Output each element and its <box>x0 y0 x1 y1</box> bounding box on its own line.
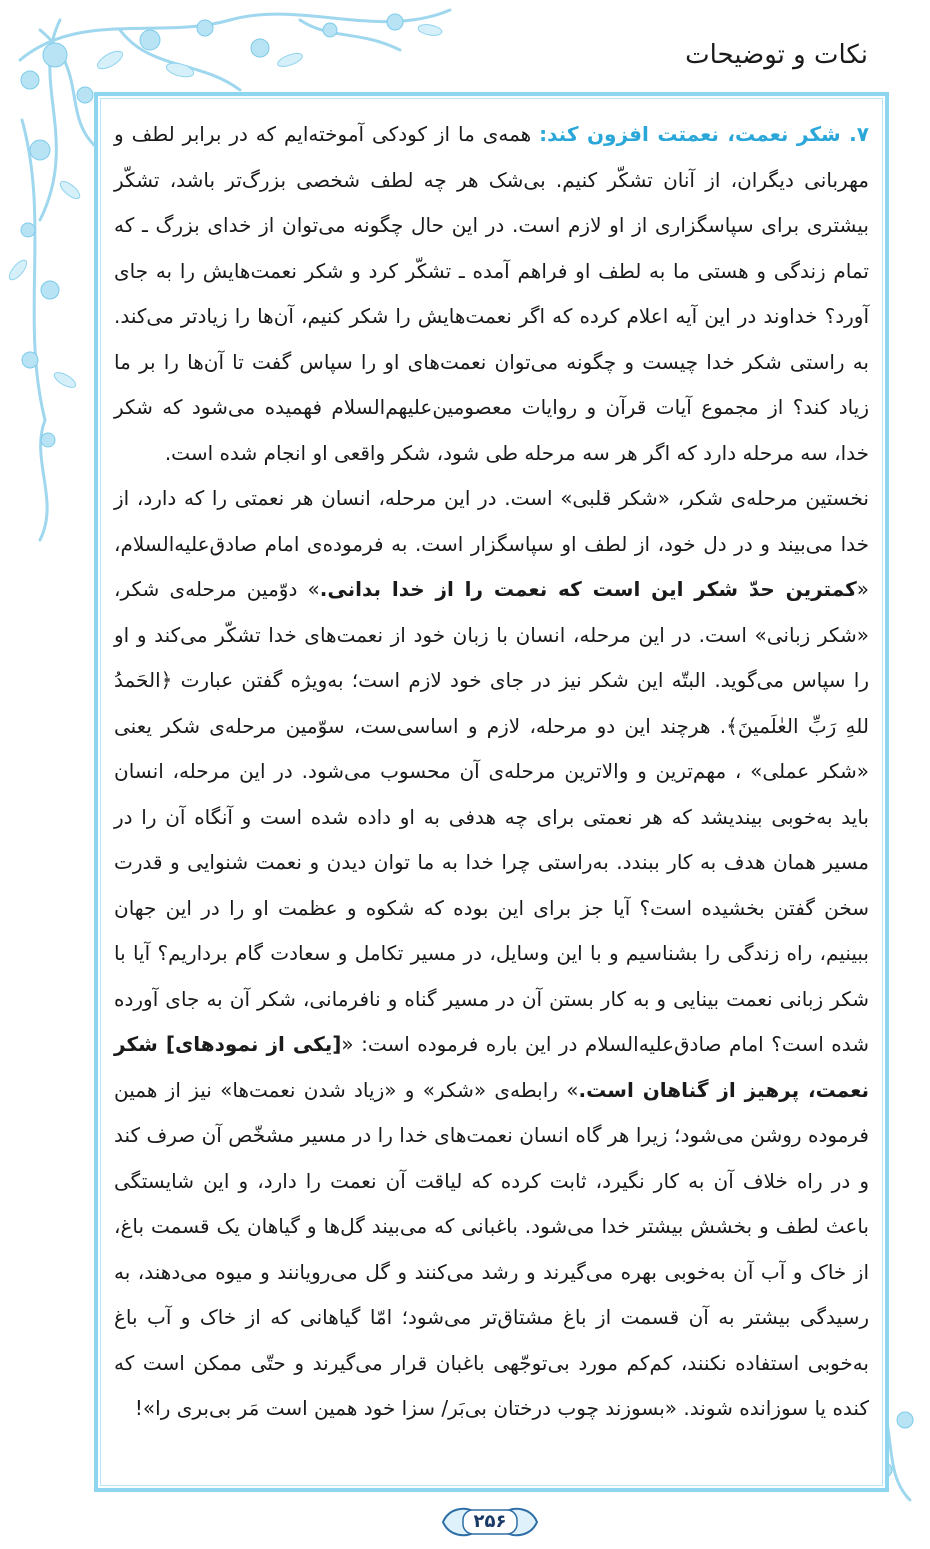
page-number: ۲۵۶ <box>473 1511 507 1532</box>
paragraph-1 <box>114 112 869 476</box>
paragraph-text: » دوّمین مرحله‌ی شکر، «شکر زبانی» است. در این مرحله، انسان با زبان خود از نعمت‌های خدا تشکّر می‌کند و او را سپاس می‌گوید. البتّه این شکر نیز در جای خود لازم است؛ به‌ویژه گفتن عبارت ﴿الحَمدُ للهِ رَبِّ العٰلَمینَ﴾. هرچند این دو مرحله، لازم و اساسی‌ست، سوّمین مرحله‌ی شکر یعنی «شکر عملی» ، مهم‌ترین و والاترین مرحله‌ی آن محسوب می‌شود. در این مرحله، انسان باید به‌خوبی بیندیشد که هر نعمتی برای چه هدفی به او داده شده است و آنگاه آن را در مسیر همان هدف به کار ببندد. به‌راستی چرا خدا به ما توان دیدن و نعمت شنوایی و قدرت سخن گفتن بخشیده است؟ آیا جز برای این بوده که شکوه و عظمت او را در این جهان ببینیم، راه زندگی را بشناسیم و با این وسایل، در مسیر تکامل و سعادت گام برداریم؟ آیا با شکر زبانی نعمت بینایی و به کار بستن آن در مسیر گناه و نافرمانی، شکر آن به جای آورده شده است؟ امام صادق‌علیه‌السلام در این باره فرموده است: « <box>114 577 869 1056</box>
hadith-quote: [یکی از نمودهای] شکر نعمت، پرهیز از گناهان است. <box>114 1032 870 1102</box>
section-title: نکات و توضیحات <box>685 40 868 70</box>
paragraph-2 <box>114 476 869 1432</box>
paragraph-text: » رابطه‌ی «شکر» و «زیاد شدن نعمت‌ها» نیز از همین فرموده روشن می‌شود؛ زیرا هر گاه انسان نعمت‌های خدا را در مسیر مشخّص آن صرف کند و در راه خلاف آن به کار نگیرد، ثابت کرده که لیاقت آن نعمت را دارد، و این شایستگی باعث لطف و بخشش بیشتر خدا می‌شود. باغبانی که می‌بیند گل‌ها و گیاهان یک قسمت باغ، از خاک و آب آن به‌خوبی بهره می‌گیرند و رشد می‌کنند و گل می‌رویانند و میوه می‌دهند، به رسیدگی بیشتر به آن قسمت از باغ مشتاق‌تر می‌شود؛ امّا گیاهانی که از خاک و آب باغ به‌خوبی استفاده نکنند، کم‌کم مورد بی‌توجّهی باغبان قرار می‌گیرند و حتّی ممکن است که کنده یا سوزانده شوند. «بسوزند چوب درختان بی‌بَر/ سزا خود همین است مَر بی‌بری را»! <box>114 1077 869 1420</box>
document-body <box>114 112 869 1432</box>
paragraph-heading: ۷. شکر نعمت، نعمتت افزون کند: <box>539 122 869 146</box>
paragraph-text: نخستین مرحله‌ی شکر، «شکر قلبی» است. در این مرحله، انسان هر نعمتی را که دارد، از خدا می‌بیند و در دل خود، از لطف او سپاسگزار است. به فرموده‌ی امام صادق‌علیه‌السلام، « <box>114 486 870 601</box>
hadith-quote: کمترین حدّ شکر این است که نعمت را از خدا بدانی. <box>319 577 857 601</box>
paragraph-text: همه‌ی ما از کودکی آموخته‌ایم که در برابر لطف و مهربانی دیگران، از آنان تشکّر کنیم. بی‌شک هر چه لطف شخصی بزرگ‌تر باشد، تشکّر بیشتری برای سپاسگزاری از او لازم است. در این حال چگونه می‌توان از خدای بزرگ ـ که تمام زندگی و هستی ما به لطف او فراهم آمده ـ تشکّر کرد و شکر نعمت‌هایش را به جای آورد؟ خداوند در این آیه اعلام کرده که اگر نعمت‌هایش را شکر کنیم، آن‌ها را زیادتر می‌کند. به راستی شکر خدا چیست و چگونه می‌توان نعمت‌های او را سپاس گفت تا آن‌ها را بر ما زیاد کند؟ از مجموع آیات قرآن و روایات معصومین‌علیهم‌السلام فهمیده می‌شود که شکر خدا، سه مرحله دارد که اگر هر سه مرحله طی شود، شکر واقعی او انجام شده است. <box>114 122 869 465</box>
